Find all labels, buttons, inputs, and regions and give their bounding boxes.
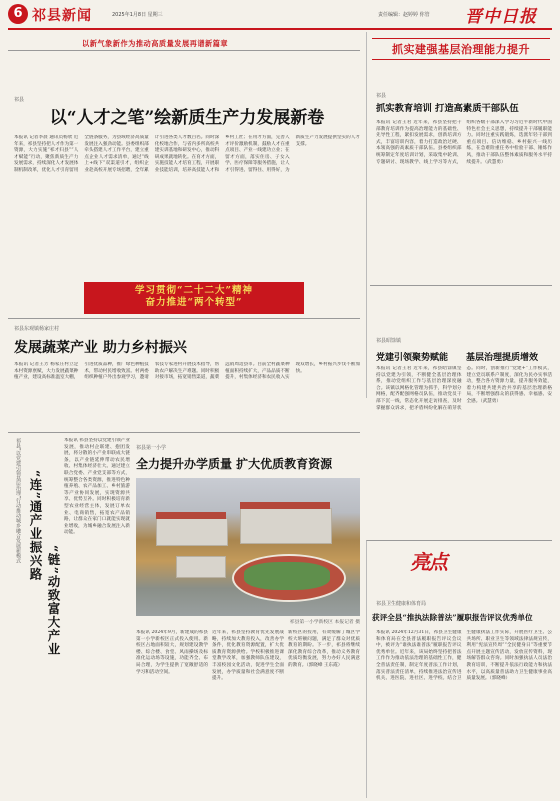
article1-body: 本报讯 记者李晨 通讯员杨欣 近年来，祁县坚持把人才作为第一资源，大力实施“祁才归县”“人才赋能”行动，聚焦新质生产力发展需求，持续深化人才发展体制机制改革，优化人才引育留用全链条服务，为县域经济高质量发展注入强劲动能。县委组织部牵头搭建人才工作平台，建立重点企业人才需求清单，通过“线上+线下”双渠道引才，组织企业赴高校开展专场招聘，全年累计引进各类人才数百名。同时深化校地合作，与省内多所高校共建实训基地和研发中心，推动科研成果就地转化。在育才方面，实施技能人才培育工程，开展职业技能培训，培养高技能人才和乡村工匠；在用才方面，完善人才评价激励机制，鼓励人才在重点项目、产业一线建功立业；在留才方面，落实住房、子女入学、医疗保障等服务措施，让人才引得进、留得住、用得好，为新质生产力发展提供坚实的人才支撑。 xyxy=(14,135,360,173)
page-number-badge xyxy=(8,4,28,24)
article6-body-a: 本报讯 2024年9月，新建成的祁县第一小学新校区正式投入使用。新校区占地面积较大，规划建设教学楼、综合楼、食堂、风雨操场及标准化运动场等设施，功能齐全、布局合理，为学生提供了宽敞舒适的学习和活动空间。 xyxy=(136,630,208,675)
article6-headline: 全力提升办学质量 扩大优质教育资源 xyxy=(136,457,333,471)
article6-kicker: 祁县第一小学 xyxy=(136,445,167,451)
section-title: 祁县新闻 xyxy=(32,8,92,24)
right-section-title: 抓实建强基层治理能力提升 xyxy=(392,43,530,56)
vertical-headline-2: “链”动致富大产业 xyxy=(46,545,61,656)
masthead xyxy=(0,0,560,28)
right-section-header xyxy=(372,38,550,60)
masthead-rule xyxy=(8,28,552,30)
vertical-body: 本报讯 祁县坚持以党建引领产业发展，推动村企联建、抱团发展，将分散的小产业串联成大链条，以产业链延伸带动农民增收、村集体经济壮大。通过建立联合党委、产业党支部等方式，统筹整合各类资源，推进特色种植养殖、农产品加工、乡村旅游等产业协同发展，实现资源共享、优势互补。同时积极培育新型农业经营主体，发展订单农业、电商销售，拓宽农产品销路，让群众在家门口就能实现就业增收，为城乡融合发展注入新动能。 xyxy=(64,438,130,536)
issue-date: 2025年1月8日 星期三 xyxy=(112,12,163,18)
page-number: 6 xyxy=(13,6,23,21)
article1-kicker: 祁县 xyxy=(14,97,25,103)
article6-body-c: 新校区的投用，有效缓解了城区学校大班额问题，满足了群众对优质教育的期盼。下一步，祁县将继续深化教育综合改革，推动义务教育优质均衡发展，努力办好人民满意的教育。（郭晓峰 王东霞） xyxy=(288,630,360,668)
article3-kicker: 祁县 xyxy=(376,93,387,99)
slogan-line-1: 学习贯彻“二十二大”精神 xyxy=(135,285,253,296)
vertical-kicker: 祁县“以党建引领基层治理”行动推动城乡融合发展新模式 xyxy=(15,438,21,564)
article4-headline-left: 党建引领聚势赋能 xyxy=(376,353,449,363)
article4-headline-right: 基层治理提质增效 xyxy=(466,353,539,363)
article4-kicker: 祁县昭馀镇 xyxy=(376,338,402,344)
kicker-banner: 以新气象新作为推动高质量发展再谱新篇章 xyxy=(82,39,229,48)
article2-headline: 发展蔬菜产业 助力乡村振兴 xyxy=(14,340,187,356)
slogan-line-2: 奋力推进“两个转型” xyxy=(145,297,243,308)
highlight-stamp xyxy=(410,546,458,586)
school-aerial-photo xyxy=(136,478,360,616)
article3-headline: 抓实教育培训 打造高素质干部队伍 xyxy=(376,103,519,114)
divider-left-1 xyxy=(8,318,360,319)
highlight-stamp-text: 亮点 xyxy=(410,550,446,574)
vertical-headline-1: “连”通产业振兴路 xyxy=(28,470,43,581)
article5-kicker: 祁县卫生健康和体育局 xyxy=(376,601,427,607)
divider-right-1 xyxy=(370,285,552,286)
article4-body: 本报讯 记者王君 近年来，祁县昭馀镇坚持以党建为引领，不断健全基层治理体系，推动党组织工作与基层治理深度融合。该镇以网格化管理为抓手，科学划分网格，配齐配强网格员队伍，推动党员干部下沉一线，常态化开展走访排查，及时掌握群众诉求，把矛盾纠纷化解在萌芽状态。同时，创新推行“党建+”工作模式，建立党员联系户制度，深化为民办实事活动，整合各方资源力量，提升服务效能，着力构建共建共治共享的基层治理新格局，不断增强群众的获得感、幸福感、安全感。（武慧勇） xyxy=(376,366,552,411)
divider-left-2 xyxy=(8,432,360,433)
article3-body: 本报讯 记者王君 近年来，祁县坚持把干部教育培训作为提高治理能力的基础性、先导性工程，紧扣发展需求，创新培训方式，丰富培训内容，着力打造政治过硬、本领高强的高素质干部队伍。县委组织部统筹制定年度培训计划，采取集中轮训、专题研讨、现场教学、线上学习等方式，组织各级干部深入学习习近平新时代中国特色社会主义思想，持续提升干部履职能力。同时注重实践锻炼，选派年轻干部到重点项目、信访维稳、乡村振兴一线历练，在急难险重任务中检验干部、锤炼作风，推动干部队伍整体素质和服务水平持续提升。（武慧勇） xyxy=(376,120,552,165)
slogan-box xyxy=(84,282,304,314)
article2-body: 本报讯 记者王芳 杨家庄村立足本村资源禀赋，大力发展蔬菜种植产业，建设高标准温室大棚，引进优质品种，推广绿色种植技术，带动村民增收致富。村两委组织种植户外出参观学习，邀请农技专家进村开展技术指导，帮助农户解决生产难题。同时积极对接市场，拓宽销售渠道，蔬菜远销周边县市。目前全村蔬菜种植面积持续扩大，产品品质不断提升，村集体经济和农民收入实现双增长，乡村振兴步伐不断加快。 xyxy=(14,362,360,381)
article1-headline: 以“人才之笔”绘新质生产力发展新卷 xyxy=(49,108,325,128)
photo-caption: 祁县第一小学新校区 本报记者 摄 xyxy=(289,620,360,625)
paper-name: 晋中日报 xyxy=(465,7,537,27)
article5-body: 本报讯 2024年12月31日，祁县卫生健康和体育局在全县普法履职报告评议会议中，被评为“谁执法谁普法”履职报告评议优秀单位。近年来，该局始终坚持把普法工作作为推动依法治理的基础性工作，健全普法责任制，制定年度普法工作计划，落实普法责任清单，持续推进法治宣传进机关、进医院、进社区、进学校。结合卫生健康执法工作实际，开展医疗卫生、公共场所、职业卫生等领域法律法规宣传，利用“宪法宣传周”“全民健身日”等重要节点开展主题宣传活动，发放宣传资料，现场解答群众咨询。同时加强执法人员法治教育培训，不断提升依法行政能力和执法水平，以高质量普法助力卫生健康事业高质量发展。（郭晓峰） xyxy=(376,630,552,682)
article2-kicker: 祁县东观镇杨家庄村 xyxy=(14,326,60,332)
kicker-banner-rule xyxy=(8,50,360,51)
article5-headline: 获评全县“推执法除普法”履职报告评议优秀单位 xyxy=(372,613,533,622)
article6-body-b: 近年来，祁县坚持教育优先发展战略，持续加大教育投入，改善办学条件，优化教育资源配置，扩大优质教育资源供给。学校积极推进课堂教学改革，加强教师队伍建设，丰富校园文化活动，促进学生全面发展，办学质量和社会满意度不断提升。 xyxy=(212,630,284,682)
editor-line: 责任编辑：赵婷婷 你管 xyxy=(378,12,430,18)
